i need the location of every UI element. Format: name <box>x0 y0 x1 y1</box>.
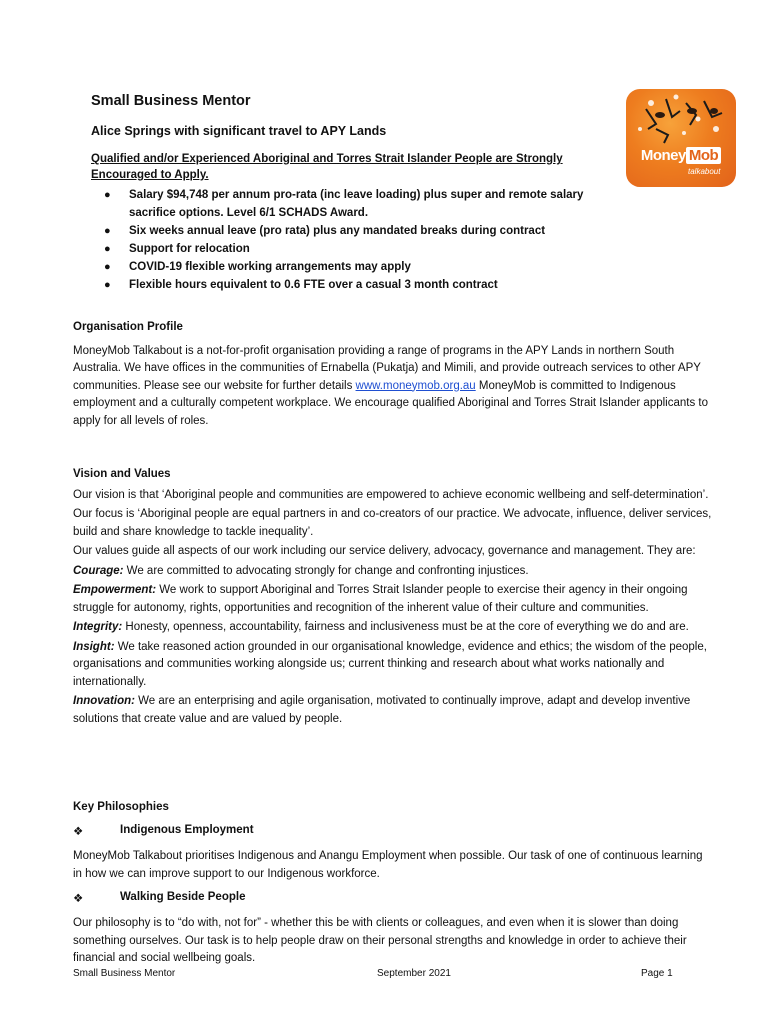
benefit-text: Flexible hours equivalent to 0.6 FTE over a casual 3 month contract <box>129 279 498 291</box>
value-empowerment <box>73 582 713 617</box>
values-intro: Our values guide all aspects of our work including our service delivery, advocacy, governance and management. They are: <box>73 545 696 557</box>
website-link[interactable]: www.moneymob.org.au <box>355 379 476 392</box>
value-text: We are an enterprising and agile organisation, motivated to continually improve, adapt and develop inventive solutions that create value and are valued by people. <box>73 695 691 725</box>
value-term: Courage: <box>73 564 124 577</box>
value-innovation <box>73 693 713 728</box>
job-location: Alice Springs with significant travel to APY Lands <box>91 124 387 138</box>
bullet-icon: ● <box>104 189 111 201</box>
value-text: We are committed to advocating strongly for change and confronting injustices. <box>123 564 529 577</box>
vision-text: Our vision is that ‘Aboriginal people and communities are empowered to achieve economic wellbeing and self-determination’. <box>73 488 709 501</box>
value-text: We take reasoned action grounded in our organisational knowledge, evidence and ethics; the wisdom of the people, organisations and communities working alongside us; current thinking and research about what works nationally and internationally. <box>73 640 707 688</box>
list-item <box>104 222 624 240</box>
value-term: Empowerment: <box>73 584 157 596</box>
diamond-bullet-icon: ❖ <box>73 893 84 905</box>
value-insight <box>73 639 713 692</box>
bullet-icon: ● <box>104 261 111 273</box>
benefit-text: Salary $94,748 per annum pro-rata (inc leave loading) plus super and remote salary sacrifice options. Level 6/1 SCHADS Award. <box>129 189 584 219</box>
org-profile-text <box>73 343 713 431</box>
section-heading: Vision and Values <box>73 468 171 480</box>
value-term: Integrity: <box>73 621 123 633</box>
diamond-bullet-icon: ❖ <box>73 826 84 838</box>
benefit-text: COVID-19 flexible working arrangements may apply <box>129 261 411 273</box>
philosophy-text-block <box>73 848 713 883</box>
logo-tagline: talkabout <box>688 167 721 176</box>
vision-and-values <box>73 466 713 728</box>
logo-word-money: Money <box>640 147 686 164</box>
bullet-icon: ● <box>104 225 111 237</box>
bullet-icon: ● <box>104 243 111 255</box>
value-text: We work to support Aboriginal and Torres Strait Islander people to exercise their agency in their ongoing struggle for autonomy, rights, opportunities and recognition of the inherent value of their culture and communities. <box>73 584 688 614</box>
section-heading: Key Philosophies <box>73 801 169 813</box>
philosophy-text: MoneyMob Talkabout prioritises Indigenous and Anangu Employment when possible. Our task of one of continuous learning in how we can improve support to our Indigenous workforce. <box>73 850 703 880</box>
organisation-profile <box>73 319 713 430</box>
org-profile-text-start: MoneyMob Talkabout is a not-for-profit organisation providing a range of programs in the APY Lands in northern South Australia. We have offices in the communities of Ernabella (Pukatja) and Mimili, and provide outreach services to other APY communities. Please see our website for further details <box>73 344 701 392</box>
list-item <box>104 258 624 276</box>
footer-page-number: Page 1 <box>641 968 673 979</box>
philosophy-title: Indigenous Employment <box>120 824 254 836</box>
list-item <box>104 186 624 222</box>
focus-text: Our focus is ‘Aboriginal people are equal partners in and co-creators of our practice. We advocate, influence, deliver services, build and share knowledge to tackle inequality’. <box>73 508 712 538</box>
moneymob-logo <box>626 89 736 187</box>
section-heading: Organisation Profile <box>73 321 183 333</box>
list-item <box>104 240 624 258</box>
value-term: Innovation: <box>73 695 135 707</box>
philosophy-title: Walking Beside People <box>120 891 246 903</box>
value-courage <box>73 563 713 581</box>
value-text: Honesty, openness, accountability, fairness and inclusiveness must be at the core of everything we do and are. <box>122 621 689 633</box>
value-integrity <box>73 619 713 637</box>
logo-wordmark <box>626 147 736 164</box>
benefits-list <box>104 186 624 294</box>
key-philosophies-heading-block <box>73 799 713 817</box>
logo-word-mob: Mob <box>686 147 721 164</box>
list-item <box>104 276 624 294</box>
footer-date: September 2021 <box>377 968 451 979</box>
eligibility-notice: Qualified and/or Experienced Aboriginal and Torres Strait Islander People are Strongly Encouraged to Apply. <box>91 153 563 181</box>
footer-title: Small Business Mentor <box>73 968 176 979</box>
page-title: Small Business Mentor <box>91 93 251 109</box>
philosophy-text: Our philosophy is to “do with, not for” - whether this be with clients or colleagues, and even when it is slower than doing something ourselves. Our task is to help people draw on their personal strengths and knowledge in order to achieve their financial and social wellbeing goals. <box>73 917 687 964</box>
benefit-text: Support for relocation <box>129 243 250 255</box>
bullet-icon: ● <box>104 279 111 291</box>
benefit-text: Six weeks annual leave (pro rata) plus any mandated breaks during contract <box>129 225 546 237</box>
org-profile-text-end: MoneyMob is committed to Indigenous employment and a culturally competent workplace. We encourage qualified Aboriginal and Torres Strait Islander applicants to apply for all levels of roles. <box>73 379 708 427</box>
philosophy-text-block <box>73 915 713 968</box>
value-term: Insight: <box>73 640 115 653</box>
